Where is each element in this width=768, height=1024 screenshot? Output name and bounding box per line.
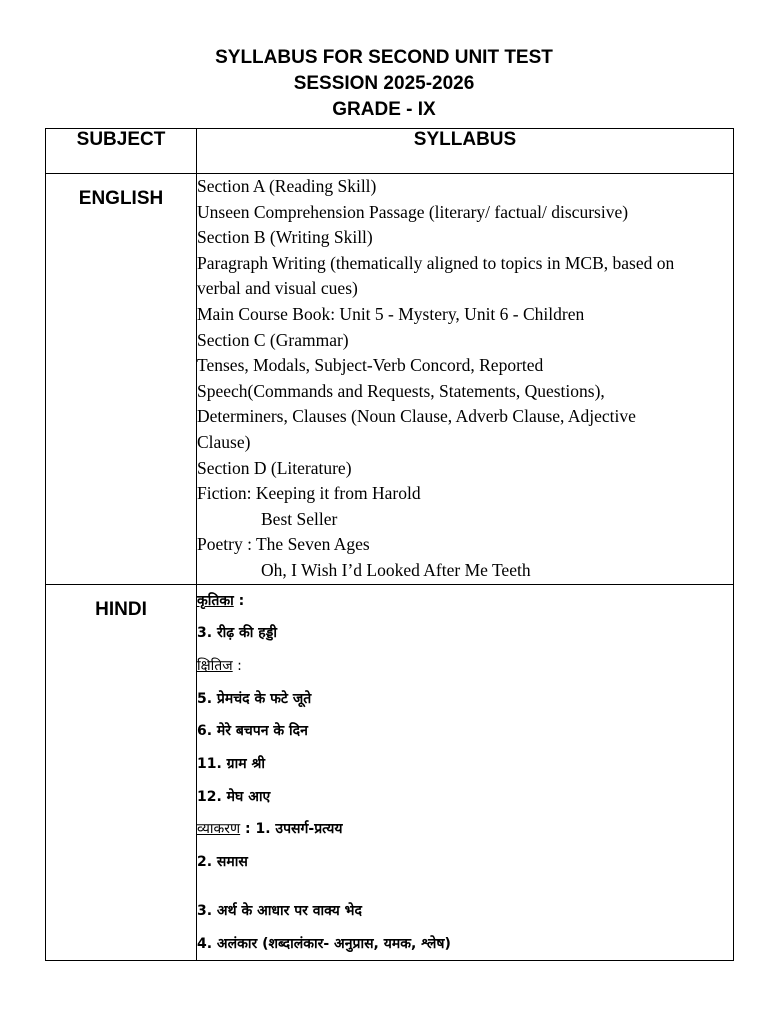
title-line-2: SESSION 2025-2026 bbox=[293, 73, 475, 94]
subject-cell-english bbox=[46, 174, 197, 585]
kshitij-colon: : bbox=[232, 657, 242, 674]
english-line: Clause) bbox=[197, 431, 251, 452]
english-line: Best Seller bbox=[261, 508, 338, 529]
english-line: Section C (Grammar) bbox=[197, 329, 349, 350]
title-line-3: GRADE - IX bbox=[332, 99, 436, 120]
header-row bbox=[46, 129, 734, 174]
english-line: Section A (Reading Skill) bbox=[197, 176, 377, 196]
document-title bbox=[0, 45, 768, 123]
grammar-item-4: 4. अलंकार (शब्दालंकार- अनुप्रास, यमक, श्लेष) bbox=[197, 935, 451, 952]
vyakaran-heading: व्याकरण bbox=[197, 821, 241, 838]
english-syllabus-cell bbox=[197, 174, 734, 585]
english-line: Main Course Book: Unit 5 - Mystery, Unit 6 - Children bbox=[197, 303, 585, 324]
vyakaran-line bbox=[197, 813, 733, 846]
kritika-colon: : bbox=[233, 592, 245, 609]
hindi-row bbox=[46, 584, 734, 961]
syllabus-column-header: SYLLABUS bbox=[197, 129, 734, 174]
kshitij-heading: क्षितिज bbox=[197, 657, 233, 674]
english-line: Oh, I Wish I’d Looked After Me Teeth bbox=[261, 559, 531, 580]
kritika-heading: कृतिका bbox=[197, 592, 234, 609]
english-line: Unseen Comprehension Passage (literary/ factual/ discursive) bbox=[197, 201, 629, 222]
title-line-1: SYLLABUS FOR SECOND UNIT TEST bbox=[215, 47, 553, 68]
subject-english: ENGLISH bbox=[78, 188, 164, 209]
hindi-item-5: 5. प्रेमचंद के फटे जूते bbox=[197, 690, 312, 707]
subject-cell-hindi bbox=[46, 584, 197, 961]
hindi-item-6: 6. मेरे बचपन के दिन bbox=[197, 723, 308, 740]
hindi-item-12: 12. मेघ आए bbox=[197, 788, 271, 805]
hindi-item-11: 11. ग्राम श्री bbox=[197, 756, 265, 773]
english-line: Poetry : The Seven Ages bbox=[197, 534, 370, 555]
english-line: Determiners, Clauses (Noun Clause, Adverb Clause, Adjective bbox=[197, 406, 636, 427]
english-line: Speech(Commands and Requests, Statements, Questions), bbox=[197, 380, 605, 401]
english-line: Section B (Writing Skill) bbox=[197, 227, 373, 248]
syllabus-table bbox=[45, 128, 734, 961]
subject-column-header: SUBJECT bbox=[46, 129, 197, 174]
english-line: Section D (Literature) bbox=[197, 457, 352, 478]
grammar-item-3: 3. अर्थ के आधार पर वाक्य भेद bbox=[197, 902, 362, 919]
vyakaran-item-1: : 1. उपसर्ग-प्रत्यय bbox=[240, 821, 343, 838]
subject-hindi: HINDI bbox=[95, 598, 147, 620]
hindi-item-3-text: रीढ़ की हड्डी bbox=[216, 625, 277, 642]
kshitij-heading-line bbox=[197, 650, 733, 683]
hindi-syllabus-cell bbox=[197, 584, 734, 961]
english-line: Paragraph Writing (thematically aligned to topics in MCB, based on bbox=[197, 252, 675, 273]
hindi-item-3 bbox=[197, 617, 733, 650]
english-line: Fiction: Keeping it from Harold bbox=[197, 483, 421, 504]
english-row bbox=[46, 174, 734, 585]
english-line: Tenses, Modals, Subject-Verb Concord, Reported bbox=[197, 355, 544, 376]
hindi-item-3-number: 3. bbox=[197, 625, 213, 642]
grammar-item-2: 2. समास bbox=[197, 854, 248, 871]
kritika-heading-line bbox=[197, 585, 733, 618]
english-line: verbal and visual cues) bbox=[197, 278, 358, 299]
